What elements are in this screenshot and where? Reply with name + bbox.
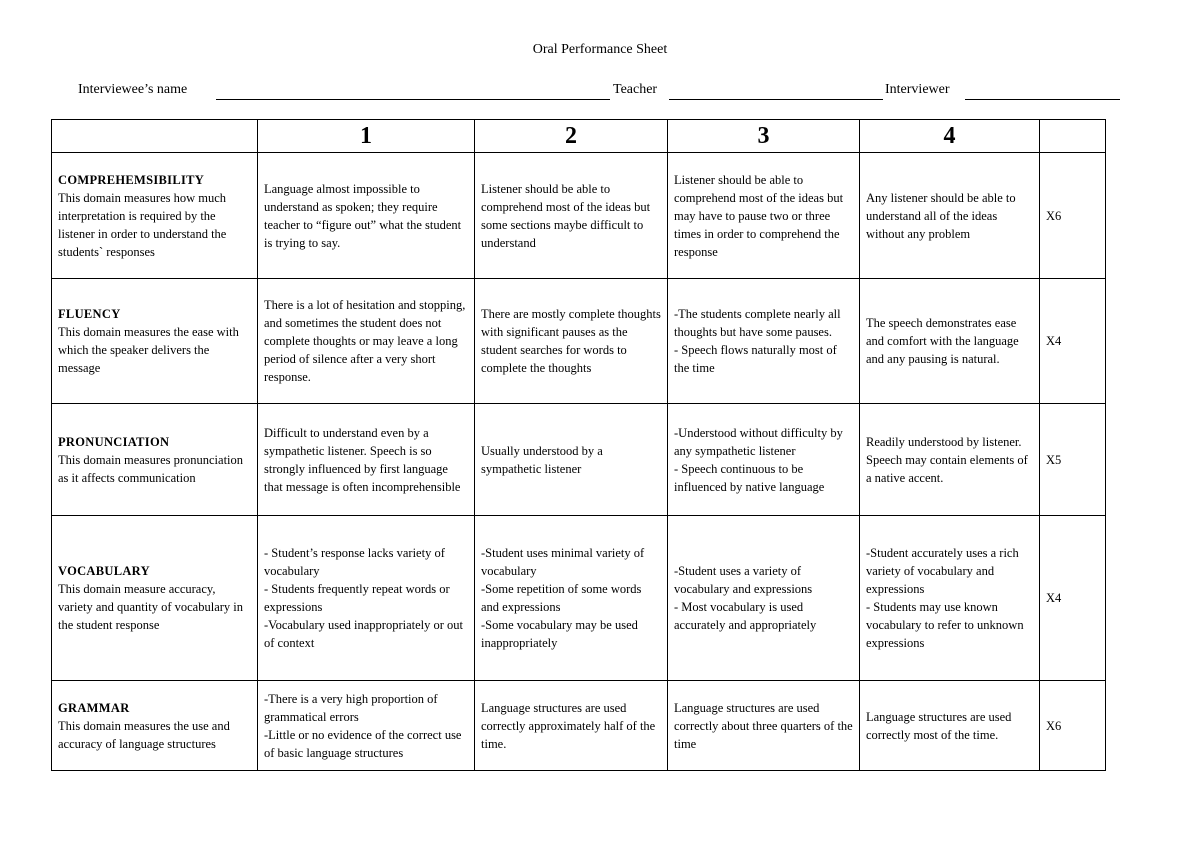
rubric-row-vocabulary (52, 516, 1106, 681)
level-2-descriptor: There are mostly complete thoughts with significant pauses as the student searches for words to complete the thoughts (475, 279, 668, 404)
interviewer-label: Interviewer (885, 82, 950, 97)
level-3-descriptor: -Understood without difficulty by any sympathetic listener - Speech continuous to be influenced by native language (668, 404, 860, 516)
interviewee-name-label: Interviewee’s name (78, 82, 188, 97)
level-3-descriptor: Language structures are used correctly about three quarters of the time (668, 681, 860, 771)
header-blank-cell (52, 120, 258, 153)
level-3-descriptor: -Student uses a variety of vocabulary and expressions - Most vocabulary is used accurately and appropriately (668, 516, 860, 681)
level-1-descriptor: There is a lot of hesitation and stopping, and sometimes the student does not complete thoughts or may leave a long period of silence after a very short response. (258, 279, 475, 404)
interviewer-field[interactable] (965, 99, 1120, 100)
level-2-descriptor: Usually understood by a sympathetic listener (475, 404, 668, 516)
level-4-descriptor: Any listener should be able to understand all of the ideas without any problem (860, 153, 1040, 279)
domain-name: COMPREHEMSIBILITY (58, 172, 205, 187)
domain-description: This domain measures how much interpretation is required by the listener in order to understand the students` responses (58, 190, 227, 259)
domain-name: PRONUNCIATION (58, 434, 170, 449)
domain-name: GRAMMAR (58, 700, 130, 715)
level-3-descriptor: Listener should be able to comprehend most of the ideas but may have to pause two or three times in order to comprehend the response (668, 153, 860, 279)
domain-cell (52, 516, 258, 681)
domain-cell (52, 681, 258, 771)
level-3-descriptor: -The students complete nearly all thoughts but have some pauses. - Speech flows naturally most of the time (668, 279, 860, 404)
level-4-descriptor: Language structures are used correctly most of the time. (860, 681, 1040, 771)
domain-description: This domain measures the use and accuracy of language structures (58, 718, 230, 751)
header-level-4: 4 (860, 120, 1040, 153)
score-multiplier: X6 (1040, 681, 1106, 771)
rubric-header-row (52, 120, 1106, 153)
header-fields (78, 82, 1120, 102)
score-multiplier: X4 (1040, 516, 1106, 681)
domain-name: FLUENCY (58, 307, 121, 321)
domain-cell (52, 279, 258, 404)
score-multiplier: X4 (1040, 279, 1106, 404)
rubric-row-pronunciation (52, 404, 1106, 516)
teacher-field[interactable] (669, 99, 883, 100)
header-level-1: 1 (258, 120, 475, 153)
level-1-descriptor: Language almost impossible to understand as spoken; they require teacher to “figure out” what the student is trying to say. (258, 153, 475, 279)
header-level-3: 3 (668, 120, 860, 153)
level-2-descriptor: Listener should be able to comprehend most of the ideas but some sections maybe difficult to understand (475, 153, 668, 279)
interviewee-name-field[interactable] (216, 99, 610, 100)
domain-name: VOCABULARY (58, 564, 150, 578)
domain-description: This domain measure accuracy, variety and quantity of vocabulary in the student response (58, 582, 244, 632)
level-4-descriptor: The speech demonstrates ease and comfort with the language and any pausing is natural. (860, 279, 1040, 404)
header-multiplier-cell (1040, 120, 1106, 153)
domain-cell (52, 404, 258, 516)
score-multiplier: X5 (1040, 404, 1106, 516)
rubric-row-grammar (52, 681, 1106, 771)
domain-description: This domain measures the ease with which the speaker delivers the message (58, 325, 239, 375)
rubric-row-fluency (52, 279, 1106, 404)
rubric-table (51, 119, 1106, 771)
page-title: Oral Performance Sheet (532, 42, 668, 57)
level-2-descriptor: Language structures are used correctly approximately half of the time. (475, 681, 668, 771)
teacher-label: Teacher (613, 82, 658, 97)
level-1-descriptor: Difficult to understand even by a sympathetic listener. Speech is so strongly influenced by first language that message is often incomprehensible (258, 404, 475, 516)
score-multiplier: X6 (1040, 153, 1106, 279)
level-1-descriptor: - Student’s response lacks variety of vocabulary - Students frequently repeat words or expressions -Vocabulary used inappropriately or out of context (258, 516, 475, 681)
domain-description: This domain measures pronunciation as it affects communication (58, 452, 244, 485)
level-4-descriptor: Readily understood by listener. Speech may contain elements of a native accent. (860, 404, 1040, 516)
level-1-descriptor: -There is a very high proportion of grammatical errors -Little or no evidence of the correct use of basic language structures (258, 681, 475, 771)
domain-cell (52, 153, 258, 279)
rubric-row-comprehemsibility (52, 153, 1106, 279)
level-2-descriptor: -Student uses minimal variety of vocabulary -Some repetition of some words and expressions -Some vocabulary may be used inappropriately (475, 516, 668, 681)
level-4-descriptor: -Student accurately uses a rich variety of vocabulary and expressions - Students may use known vocabulary to refer to unknown expressions (860, 516, 1040, 681)
header-level-2: 2 (475, 120, 668, 153)
